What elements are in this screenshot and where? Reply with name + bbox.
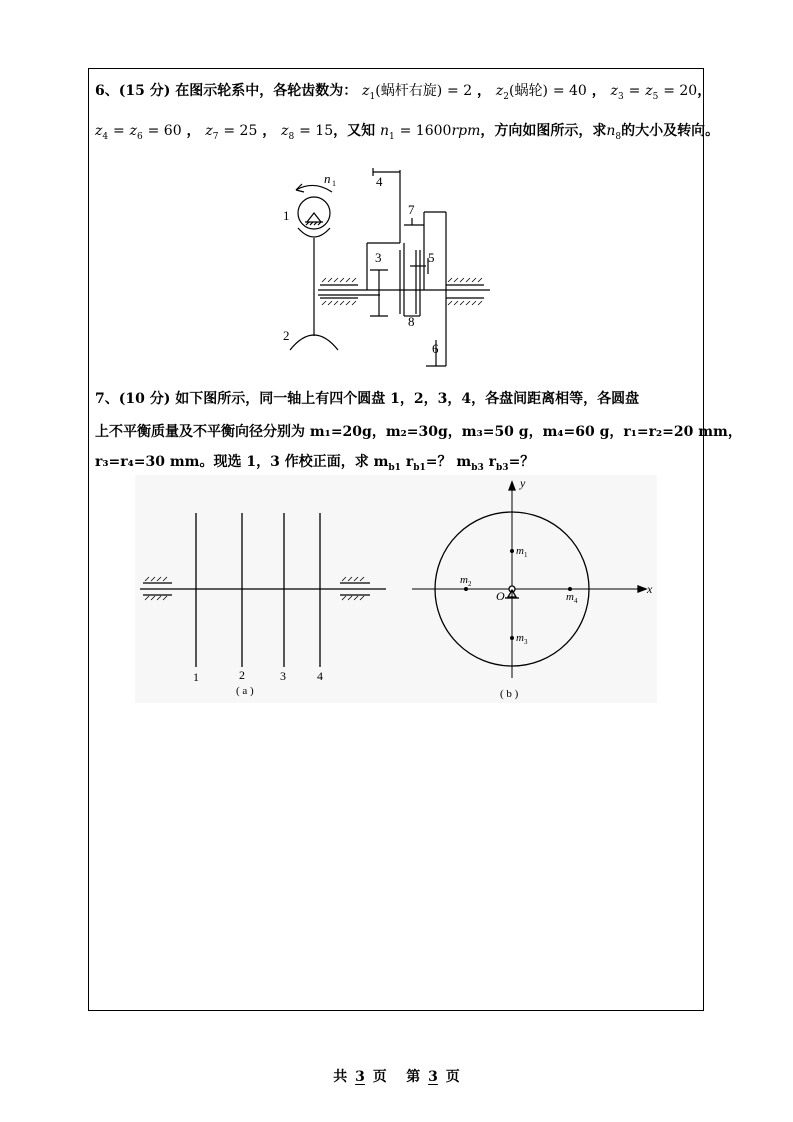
q6-line2: $z_4 = z_6 = 60$ ， $z_7 = 25$ ， $z_8 = 15$，又知 $n_1 = 1600rpm$，方向如图所示，求$n_8$的大小及转向。	[95, 123, 720, 142]
z1-desc: (蜗杆右旋)	[375, 83, 443, 99]
q7-text-1: 如下图所示，同一轴上有四个圆盘 1，2，3，4，各盘间距离相等，各圆盘	[175, 391, 640, 407]
x-axis-label: x	[647, 582, 653, 596]
q6-direction: 方向如图所示，求	[494, 123, 607, 139]
mb3-sub: b3	[471, 462, 484, 473]
footer-total-suffix: 页	[372, 1069, 387, 1085]
footer-page-prefix: 第	[406, 1069, 421, 1085]
mass-m3	[510, 636, 514, 640]
worm-wheel-2	[290, 335, 338, 350]
m2-sub: 2	[468, 580, 472, 588]
y-axis-label: y	[520, 476, 526, 490]
q7-line2	[95, 421, 742, 441]
z7-value: = 25	[223, 123, 258, 139]
q6-number: 6	[95, 83, 105, 99]
z2-value: = 40	[552, 83, 587, 99]
q7-score: (10 分)	[118, 391, 171, 407]
z46-value: = 60	[147, 123, 182, 139]
q7-line1: 7、(10 分) 如下图所示，同一轴上有四个圆盘 1，2，3，4，各盘间距离相等，各圆盘	[95, 391, 640, 407]
disc-label-1: 1	[193, 670, 199, 684]
rb1-sub: b1	[413, 462, 426, 473]
disc-label-3: 3	[280, 669, 286, 683]
q6-ask: 的大小及转向。	[621, 123, 720, 139]
z8-value: = 15	[299, 123, 334, 139]
gear-label-2: 2	[283, 328, 290, 343]
disc-label-2: 2	[239, 668, 245, 682]
q7-ask-2: =？	[508, 454, 535, 470]
rb3-sub: b3	[496, 462, 509, 473]
footer-total-prefix: 共	[333, 1069, 348, 1085]
m2-label: m	[460, 574, 468, 586]
m3-sub: 3	[524, 638, 528, 646]
n1-unit: rpm	[451, 123, 481, 139]
page-footer	[0, 1066, 793, 1086]
q7-ask-1: =？ m	[425, 454, 472, 470]
n1-value: = 1600	[399, 123, 452, 139]
m3-label: m	[516, 632, 524, 644]
mb1-sub: b1	[388, 462, 401, 473]
rb1-r: r	[400, 454, 414, 470]
m1-sub: 1	[524, 551, 528, 559]
q7-text-3: r₃=r₄=30 mm。现选 1，3 作校正面，求 m	[95, 454, 389, 470]
gear-label-7: 7	[408, 202, 415, 217]
mass-m1	[510, 549, 514, 553]
q7-line3	[95, 451, 534, 473]
q6-intro: 在图示轮系中，各轮齿数为：	[175, 83, 358, 99]
q7-text-2: 上不平衡质量及不平衡向径分别为 m₁=20g，m₂=30g，m₃=50 g，m₄=60 g，r₁=r₂=20 mm，	[95, 424, 742, 440]
gear-label-6: 6	[432, 341, 439, 356]
m4-sub: 4	[574, 597, 578, 605]
fig-b-caption: ( b )	[500, 688, 519, 700]
rb3-r: r	[483, 454, 496, 470]
q6-score: (15 分)	[118, 83, 171, 99]
gear-label-3: 3	[375, 250, 382, 265]
gear-train-diagram	[270, 160, 500, 370]
gear-label-5: 5	[428, 250, 435, 265]
z2-desc: (蜗轮)	[509, 83, 548, 99]
gear-label-1: 1	[283, 208, 290, 223]
m4-label: m	[566, 591, 574, 603]
z35-value: = 20	[663, 83, 698, 99]
gear-label-4: 4	[376, 174, 383, 189]
footer-total-pages: 3	[355, 1069, 365, 1085]
n1-label: n	[324, 171, 331, 186]
origin-label: O	[496, 589, 505, 603]
q6-known: 又知	[347, 123, 376, 139]
balancing-diagram	[135, 475, 657, 703]
gear-label-8: 8	[408, 314, 415, 329]
footer-page-number: 3	[428, 1069, 438, 1085]
footer-page-suffix: 页	[445, 1069, 460, 1085]
z1-value: = 2	[447, 83, 473, 99]
n1-sub-label: 1	[332, 179, 336, 188]
q6-line1: 6、(15 分) 在图示轮系中，各轮齿数为： $z_1$(蜗杆右旋) = 2 ， $z_2$(蜗轮) = 40 ， $z_3 = z_5 = 20$，	[95, 83, 712, 102]
disc-label-4: 4	[317, 669, 323, 683]
q7-number: 7	[95, 391, 105, 407]
fig-a-caption: ( a )	[236, 685, 254, 697]
m1-label: m	[516, 545, 524, 557]
